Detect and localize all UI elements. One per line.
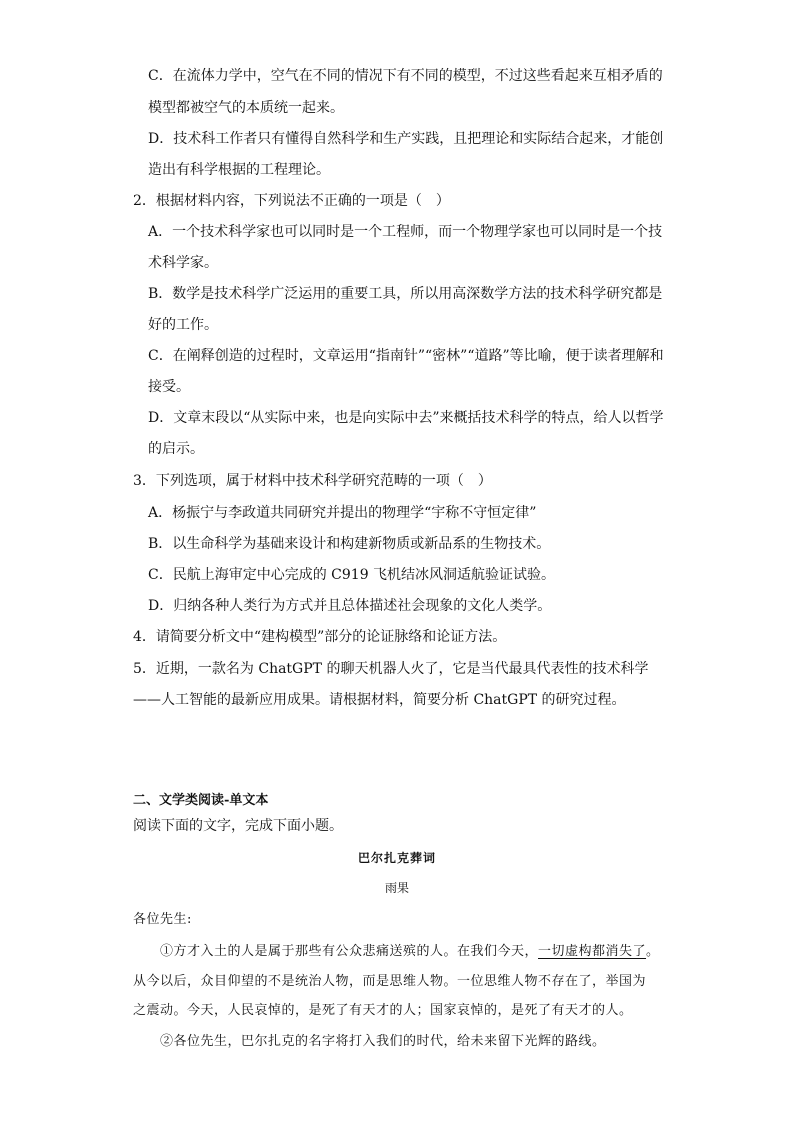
q1-option-d-line2: 造出有科学根据的工程理论。 — [148, 162, 330, 178]
q2-option-b-line1: B．数学是技术科学广泛运用的重要工具，所以用高深数学方法的技术科学研究都是 — [148, 286, 663, 302]
q1-option-d-line1: D．技术科工作者只有懂得自然科学和生产实践，且把理论和实际结合起来，才能创 — [148, 131, 664, 147]
q3-option-c: C．民航上海审定中心完成的 C919 飞机结冰风洞适航验证试验。 — [148, 567, 556, 583]
q3-option-b: B．以生命科学为基础来设计和构建新物质或新品系的生物技术。 — [148, 536, 551, 552]
q2-option-c-line1: C．在阐释创造的过程时，文章运用“指南针”“密林”“道路”等比喻，便于读者理解和 — [148, 348, 664, 364]
section-heading: 二、文学类阅读-单文本 — [133, 793, 269, 808]
article-author: 雨果 — [384, 881, 409, 895]
p1-text-a: ①方才入土的人是属于那些有公众悲痛送殡的人。在我们今天， — [160, 944, 539, 959]
q2-option-a-line2: 术科学家。 — [148, 255, 218, 271]
q1-option-c-line2: 模型都被空气的本质统一起来。 — [148, 100, 344, 116]
q3-option-a: A．杨振宁与李政道共同研究并提出的物理学“宇称不守恒定律” — [148, 505, 537, 521]
q2-option-d-line2: 的启示。 — [148, 441, 204, 457]
q5-line2: ——人工智能的最新应用成果。请根据材料，简要分析 ChatGPT 的研究过程。 — [133, 692, 626, 708]
p1-underlined-phrase: 一切虚构都消失了 — [538, 944, 647, 959]
paragraph-2-line1: ②各位先生，巴尔扎克的名字将打入我们的时代，给未来留下光辉的路线。 — [160, 1034, 606, 1049]
section-instruction: 阅读下面的文字，完成下面小题。 — [133, 818, 343, 834]
q4-stem: 4．请简要分析文中“建构模型”部分的论证脉络和论证方法。 — [133, 629, 507, 645]
salutation: 各位先生: — [133, 912, 192, 927]
q3-stem: 3．下列选项，属于材料中技术科学研究范畴的一项（ ） — [133, 473, 492, 489]
q2-option-a-line1: A．一个技术科学家也可以同时是一个工程师，而一个物理学家也可以同时是一个技 — [148, 224, 663, 240]
paragraph-1-line1 — [160, 942, 660, 962]
q2-option-c-line2: 接受。 — [148, 379, 190, 395]
q2-option-d-line1: D．文章末段以“从实际中来，也是向实际中去”来概括技术科学的特点，给人以哲学 — [148, 410, 664, 426]
paragraph-1-line3: 之震动。今天，人民哀悼的，是死了有天才的人；国家哀悼的，是死了有天才的人。 — [133, 1003, 633, 1018]
q5-line1: 5．近期，一款名为 ChatGPT 的聊天机器人火了，它是当代最具代表性的技术科学 — [133, 661, 649, 677]
q2-stem: 2．根据材料内容，下列说法不正确的一项是（ ） — [133, 193, 450, 209]
q3-option-d: D．归纳各种人类行为方式并且总体描述社会现象的文化人类学。 — [148, 598, 552, 614]
paragraph-1-line2: 从今以后，众目仰望的不是统治人物，而是思维人物。一位思维人物不存在了，举国为 — [133, 974, 647, 989]
article-title: 巴尔扎克葬词 — [357, 851, 436, 865]
q2-option-b-line2: 好的工作。 — [148, 317, 218, 333]
q1-option-c-line1: C．在流体力学中，空气在不同的情况下有不同的模型，不过这些看起来互相矛盾的 — [148, 68, 663, 84]
p1-text-b: 。 — [646, 944, 660, 959]
